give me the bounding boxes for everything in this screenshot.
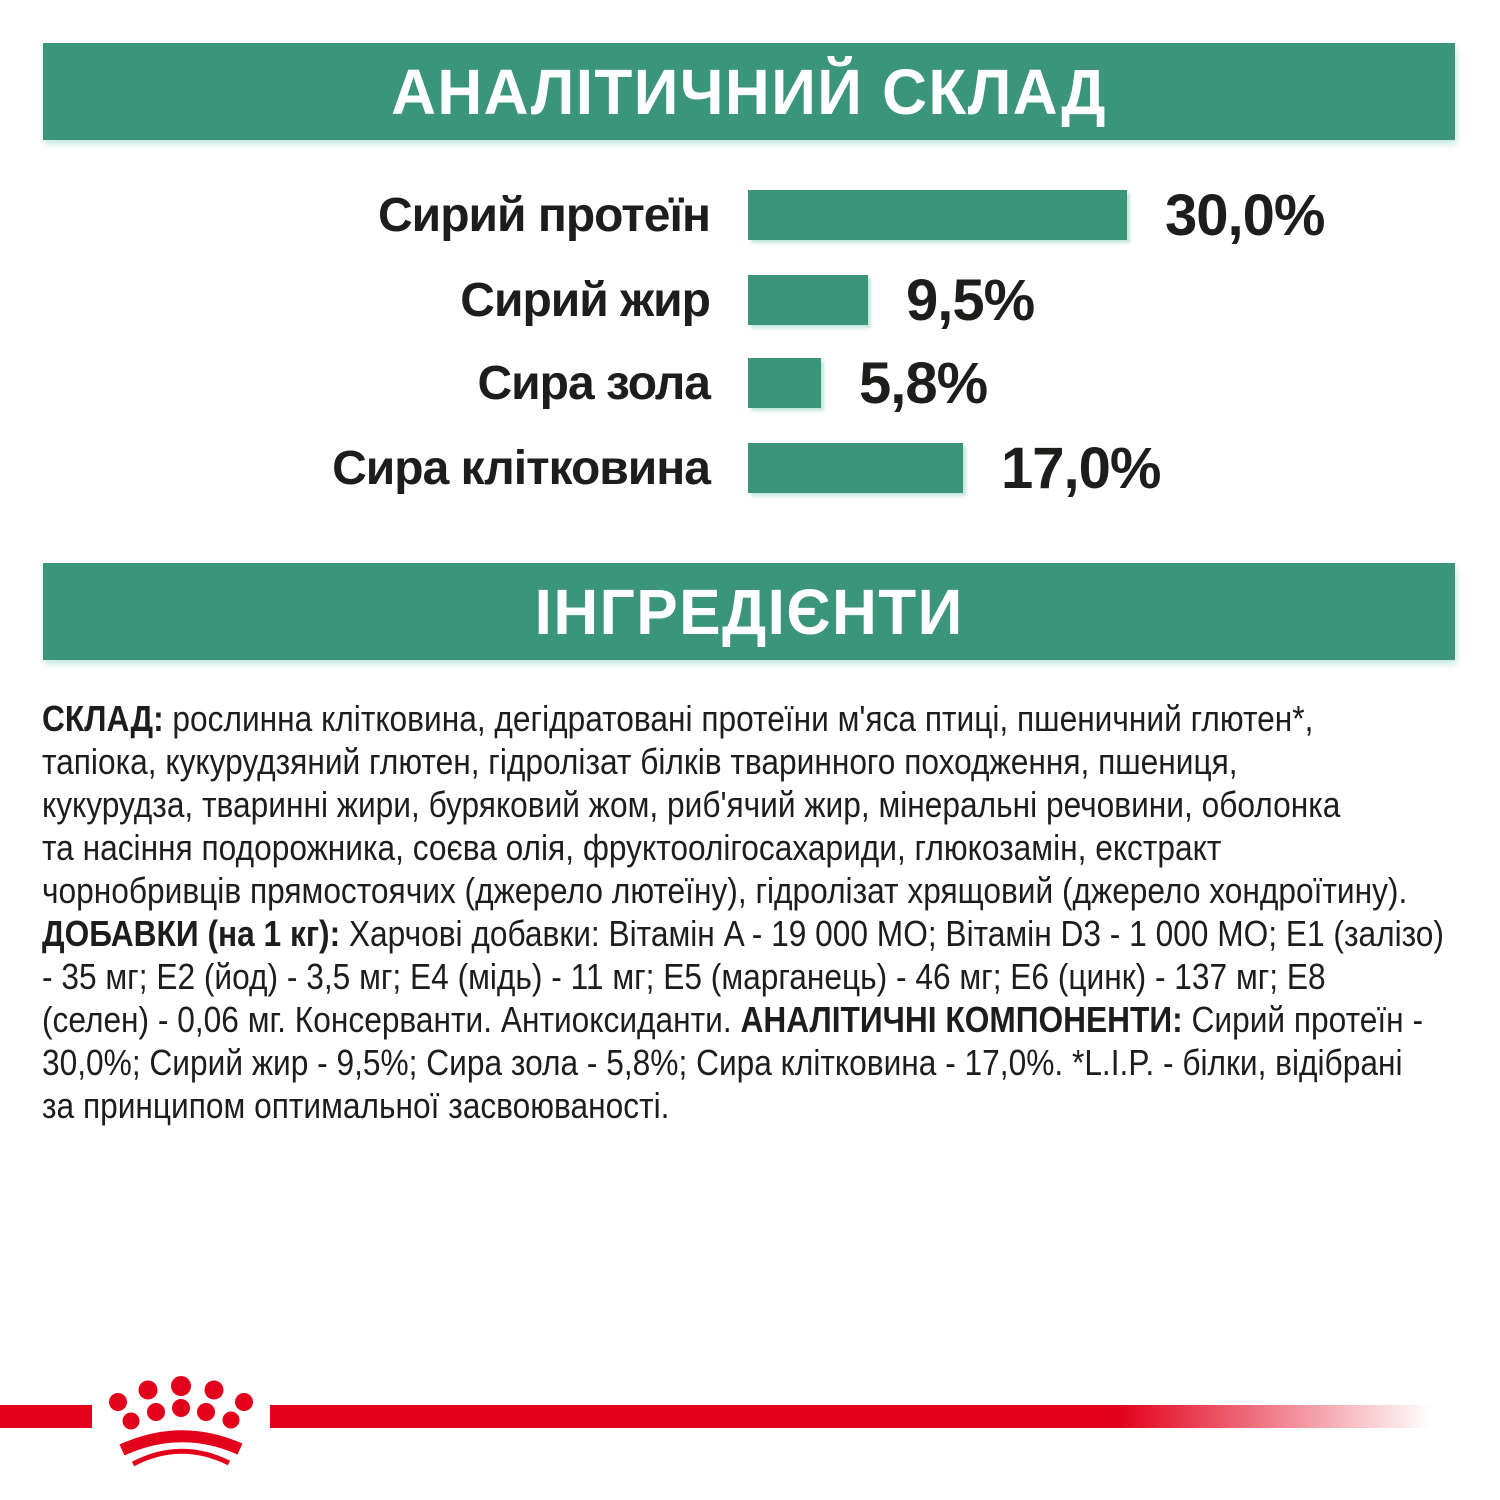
- chart-value-label: 17,0%: [1001, 435, 1161, 501]
- ingredients-section-title: ІНГРЕДІЄНТИ: [534, 575, 964, 648]
- analytical-section-banner: [43, 43, 1455, 140]
- ingredients-paragraph: [42, 697, 1459, 1127]
- paragraph-line: ДОБАВКИ (на 1 кг): Харчові добавки: Вітамін A - 19 000 МО; Вітамін D3 - 1 000 МО; E1 (залізо): [42, 913, 1444, 954]
- chart-row-protein: [0, 182, 1500, 248]
- chart-value-label: 9,5%: [906, 267, 1035, 333]
- paragraph-line: (селен) - 0,06 мг. Консерванти. Антиоксиданти. АНАЛІТИЧНІ КОМПОНЕНТИ: Сирий протеїн -: [42, 999, 1424, 1040]
- paragraph-line: чорнобривців прямостоячих (джерело лютеїну), гідролізат хрящовий (джерело хондроїтину).: [42, 870, 1408, 911]
- chart-row-ash: [0, 350, 1500, 416]
- brand-logo-box: [92, 1350, 270, 1478]
- chart-bar: [748, 190, 1127, 240]
- paragraph-line: кукурудза, тваринні жири, буряковий жом, риб'ячий жир, мінеральні речовини, оболонка: [42, 784, 1341, 825]
- chart-category-label: Сира зола: [477, 356, 710, 410]
- chart-bar: [748, 443, 963, 493]
- chart-bar: [748, 275, 868, 325]
- chart-row-fiber: [0, 435, 1500, 501]
- chart-row-fat: [0, 267, 1500, 333]
- chart-value-label: 30,0%: [1165, 182, 1325, 248]
- paragraph-line: тапіока, кукурудзяний глютен, гідролізат білків тваринного походження, пшениця,: [42, 741, 1238, 782]
- chart-category-label: Сирий протеїн: [378, 188, 710, 242]
- paragraph-line: - 35 мг; E2 (йод) - 3,5 мг; E4 (мідь) - 11 мг; E5 (марганець) - 46 мг; E6 (цинк) - 137 мг; E8: [42, 956, 1326, 997]
- paragraph-line: СКЛАД: рослинна клітковина, дегідратовані протеїни м'яса птиці, пшеничний глютен*,: [42, 698, 1314, 739]
- analytical-section-title: АНАЛІТИЧНИЙ СКЛАД: [391, 55, 1107, 128]
- ingredients-section-banner: [43, 563, 1455, 660]
- chart-value-label: 5,8%: [859, 350, 988, 416]
- paragraph-line: 30,0%; Сирий жир - 9,5%; Сира зола - 5,8%; Сира клітковина - 17,0%. *L.I.P. - білки, відібрані: [42, 1042, 1403, 1083]
- chart-category-label: Сирий жир: [460, 273, 710, 327]
- royal-canin-crown-icon: [92, 1350, 270, 1478]
- paragraph-line: за принципом оптимальної засвоюваності.: [42, 1085, 670, 1126]
- paragraph-line: та насіння подорожника, соєва олія, фруктоолігосахариди, глюкозамін, екстракт: [42, 827, 1222, 868]
- chart-category-label: Сира клітковина: [332, 441, 710, 495]
- chart-bar: [748, 358, 821, 408]
